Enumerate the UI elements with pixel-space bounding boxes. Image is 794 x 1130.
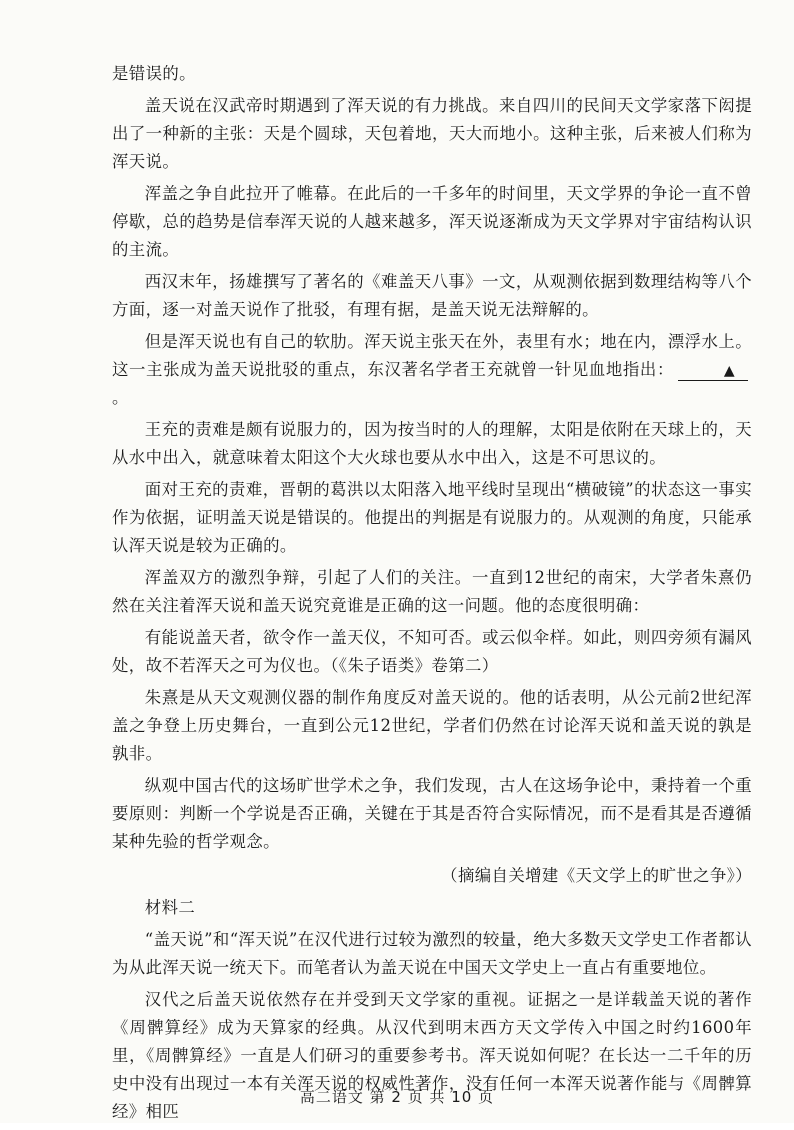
source-citation: （摘编自关增建《天文学上的旷世之争》） (441, 866, 752, 885)
paragraph-opening: 是错误的。 (112, 64, 196, 83)
page-footer: 高二语文 第 2 页 共 10 页 (299, 1088, 495, 1106)
paragraph-material2-intro: “盖天说”和“浑天说”在汉代进行过较为激烈的较量，绝大多数天文学史工作者都认为从此浑天说一统天下。而笔者认为盖天说在中国天文学史上一直占有重要地位。 (112, 930, 752, 977)
paragraph-yangxiong: 西汉末年，扬雄撰写了著名的《难盖天八事》一文，从观测依据到数理结构等八个方面，逐一对盖天说作了批驳，有理有据，是盖天说无法辩解的。 (112, 272, 752, 319)
paragraph-zhuxi-intro: 浑盖双方的激烈争辩，引起了人们的关注。一直到12世纪的南宋，大学者朱熹仍然在关注着浑天说和盖天说究竟谁是正确的这一问题。他的态度很明确： (112, 568, 752, 615)
paragraph-wangchong: 王充的责难是颇有说服力的，因为按当时的人的理解，太阳是依附在天球上的，天从水中出入，就意味着太阳这个大火球也要从水中出入，这是不可思议的。 (112, 420, 752, 467)
triangle-marker-icon: ▲ (723, 363, 735, 379)
paragraph-zhuxi-analysis: 朱熹是从天文观测仪器的制作角度反对盖天说的。他的话表明，从公元前2世纪浑盖之争登上历史舞台，一直到公元12世纪，学者们仍然在讨论浑天说和盖天说的孰是孰非。 (112, 688, 752, 763)
paragraph-weakness (112, 328, 752, 412)
page-content (112, 60, 752, 1130)
paragraph-debate-begins: 浑盖之争自此拉开了帷幕。在此后的一千多年的时间里，天文学界的争论一直不曾停歇，总的趋势是信奉浑天说的人越来越多，浑天说逐渐成为天文学界对宇宙结构认识的主流。 (112, 184, 752, 259)
paragraph-huntian-challenge: 盖天说在汉武帝时期遇到了浑天说的有力挑战。来自四川的民间天文学家落下闳提出了一种新的主张：天是个圆球，天包着地，天大而地小。这种主张，后来被人们称为浑天说。 (112, 96, 752, 171)
weakness-text: 但是浑天说也有自己的软肋。浑天说主张天在外，表里有水；地在内，漂浮水上。这一主张成为盖天说批驳的重点，东汉著名学者王充就曾一针见血地指出： (112, 332, 752, 379)
paragraph-zhuxi-quote: 有能说盖天者，欲令作一盖天仪，不知可否。或云似伞样。如此，则四旁须有漏风处，故不若浑天之可为仪也。（《朱子语类》卷第二） (112, 628, 752, 675)
paragraph-gehong: 面对王充的责难，晋朝的葛洪以太阳落入地平线时呈现出“横破镜”的状态这一事实作为依据，证明盖天说是错误的。他提出的判据是有说服力的。从观测的角度，只能承认浑天说是较为正确的。 (112, 480, 752, 555)
paragraph-conclusion: 纵观中国古代的这场旷世学术之争，我们发现，古人在这场争论中，秉持着一个重要原则：判断一个学说是否正确，关键在于其是否符合实际情况，而不是看其是否遵循某种先验的哲学观念。 (112, 776, 752, 851)
paragraph-zhoubi: 汉代之后盖天说依然存在并受到天文学家的重视。证据之一是详载盖天说的著作《周髀算经》成为天算家的经典。从汉代到明末西方天文学传入中国之时约1600年里，《周髀算经》一直是人们研习的重要参考书。浑天说如何呢？在长达一二千年的历史中没有出现过一本有关浑天说的权威性著作，没有任何一本浑天说著作能与《周髀算经》相匹 (112, 990, 752, 1121)
answer-blank (678, 361, 748, 381)
weakness-end-punct: 。 (112, 388, 129, 407)
section-heading: 材料二 (144, 898, 196, 917)
